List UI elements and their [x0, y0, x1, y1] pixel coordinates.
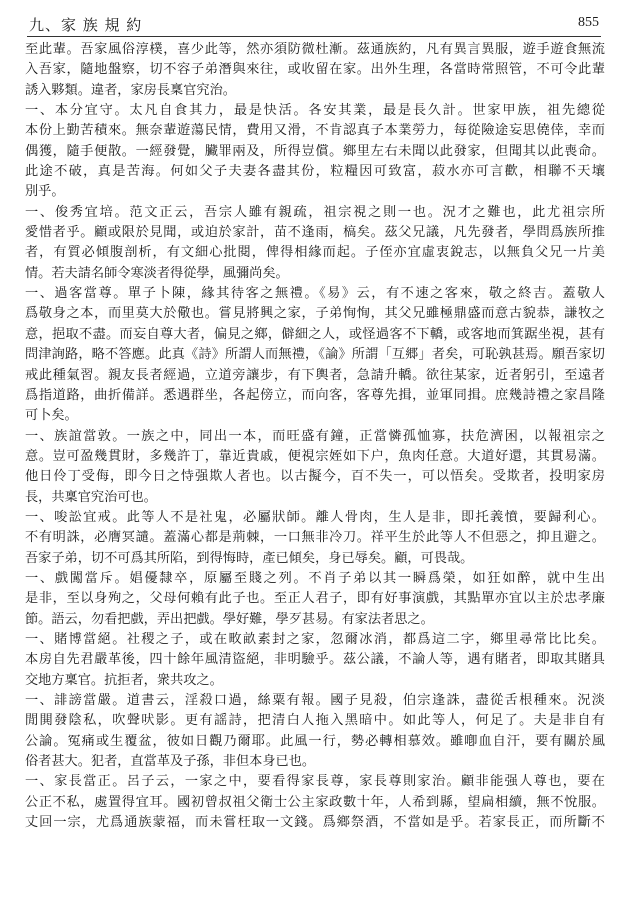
text-line: 一、族誼當敦。一族之中，同出一本，而旺盛有鐘，正當憐孤恤寡，扶危濟困，以報祖宗之 [25, 428, 605, 444]
text-line: 本份上勤苦積來。無奈輩遊蕩民情，費用又滑，不肯認真子本業勞力，每從險途妄思僥倖，幸而 [25, 123, 605, 139]
text-line: 戒此種氣習。親友長者經過，立道旁讓步，有下輿者，急請升轎。欲往某家，近者躬引，至遠者 [25, 367, 605, 383]
text-line: 偶獲，隨手便散。一經發覺，臟罪兩及，所得豈償。鄉里左右未聞以此發家，但聞其以此喪命。 [25, 143, 605, 159]
text-line: 可卜矣。 [25, 408, 78, 424]
text-line: 本房自先君嚴革後，四十餘年風清盜絕，非明驗乎。茲公議，不論人等，遇有賭者，即取其賭具 [25, 652, 605, 668]
text-line: 節。語云，勿看把戲，弄出把戲。學好難，學歹甚易。有家法者思之。 [25, 611, 434, 627]
text-line: 者，有質必傾腹剖析，有文細心批閱，俾得相緣而起。子侄亦宜虛衷銳志，以無負父兄一片美 [25, 245, 605, 261]
text-line: 俗者甚大。犯者，直當革及子孫，非但本身已也。 [25, 754, 316, 770]
text-line: 意。豈可盈幾貫財，多幾許丁，靠近貴戚，便視宗姪如下户，魚肉任意。大道好還，其貫易滿。 [25, 448, 605, 464]
text-line: 入吾家，隨地盤察，切不容子弟潛與來往，或收留在家。出外生理，各當時常照管，不可令此輩 [25, 62, 605, 78]
text-line: 意，挹取不盡。而妄自尊大者，偏見之鄉，僻細之人，或怪過客不下轎，或客地而箕踞坐視，甚有 [25, 326, 605, 342]
running-header [27, 10, 601, 37]
text-line: 公正不私，處置得宜耳。國初曾叔祖父衛士公主家政數十年，人希到縣，望扁相續，無不悅服。 [25, 794, 605, 810]
text-line: 不有明誅，必膺冥譴。蓋滿心都是荊棘，一口無非冷刀。祥平生於此等人不但惡之，抑且避之。 [25, 530, 605, 546]
text-line: 一、本分宜守。太凡自食其力，最是快活。各安其業，最是長久計。世家甲族，祖先總從 [25, 103, 605, 119]
text-line: 此途不破，真是苦海。何如父子夫妻各盡其份，粒糧因可致富，菽水亦可言歡，相聯不天壤 [25, 164, 605, 180]
text-line: 交地方稟官。抗拒者，衆共攻之。 [25, 672, 223, 688]
text-line: 愛惜者乎。顧或限於見聞，或迫於家計，苗不逢雨，槁矣。茲父兄議，凡先發者，學問爲族所推 [25, 225, 605, 241]
text-line: 一、戲闖當斥。娼優隸卒，原屬至賤之列。不肖子弟以其一瞬爲榮，如狂如醉，就中生出 [25, 570, 605, 586]
text-line: 一、過客當尊。單子卜陳，緣其待客之無禮。《易》云，有不速之客來，敬之終吉。蓋敬人 [25, 286, 605, 302]
text-line: 閒閧發陰私，吹聲吠影。更有謡詩，把清白人拖入黑暗中。如此等人，何足了。夫是非自有 [25, 713, 605, 729]
page-number: 855 [578, 15, 599, 30]
text-line: 是非，至以身殉之，父母何賴有此子也。至正人君子，即有好事演戲，其點單亦宜以主於忠孝廉 [25, 591, 605, 607]
text-line: 問津詢路，略不答應。此真《詩》所謂人而無禮，《論》所謂「互郷」者矣，可恥孰甚焉。願吾家切 [25, 347, 605, 363]
text-line: 丈回一宗，尤爲通族蒙福，而未嘗枉取一文錢。爲鄉祭酒，不當如是乎。若家長正，而所斷不 [25, 815, 605, 831]
text-line: 一、家長當正。呂子云，一家之中，要看得家長尊，家長尊則家治。顧非能强人尊也，要在 [25, 774, 605, 790]
text-line: 他日伶丁受侮，即今日之恃强欺人者也。以古擬今，百不失一，可以悟矣。受欺者，投明家房 [25, 469, 605, 485]
text-line: 長，共稟官究治可也。 [25, 489, 157, 505]
text-line: 一、俊秀宜培。范文正云，吾宗人雖有親疏，祖宗視之則一也。況才之難也，此尤祖宗所 [25, 204, 605, 220]
text-line: 一、唆訟宜戒。此等人不是社鬼，必屬狀師。離人骨肉，生人是非，即托義憤，要歸利心。 [25, 509, 605, 525]
text-line: 情。若夫請名師令寒淡者得從學，風彌尚矣。 [25, 265, 289, 281]
text-line: 至此輩。吾家風俗淳樸，喜少此等，然亦須防微杜漸。茲通族約，凡有異言異服，遊手遊食無流 [25, 42, 605, 57]
text-line: 一、賭博當絕。社稷之子，或在畋畝素封之家，忽爾冰消，都爲這二字，鄉里尋常比比矣。 [25, 631, 605, 647]
text-line: 爲指道路，曲折備詳。悉遇群坐，各起傍立，而向客，客尊先揖，並軍同揖。庶幾詩禮之家昌隆 [25, 387, 605, 403]
text-line: 誘入夥類。違者，家房長稟官究治。 [25, 82, 236, 98]
text-line: 爲敬身之本，而里莫大於儆也。嘗見將興之家，子弟恂恂，其父兄雖極鼎盛而意古貌恭，謙牧之 [25, 306, 605, 322]
chapter-title: 九、家 族 規 約 [29, 16, 143, 34]
text-line: 公論。冤痛或生覆盆，彼如日觀乃爾耶。此風一行，勢必轉相慕效。雖喞血自汗，要有關於風 [25, 733, 605, 749]
page-body [25, 40, 605, 833]
text-line: 吾家子弟，切不可爲其所陷，到得悔時，產已傾矣，身已辱矣。顧，可畏哉。 [25, 550, 474, 566]
text-line: 一、誹謗當嚴。道書云，淫殺口過，絲粟有報。國子見殺，伯宗逢誅，盡從舌根種來。況淡 [25, 693, 605, 708]
text-line: 別乎。 [25, 184, 65, 200]
